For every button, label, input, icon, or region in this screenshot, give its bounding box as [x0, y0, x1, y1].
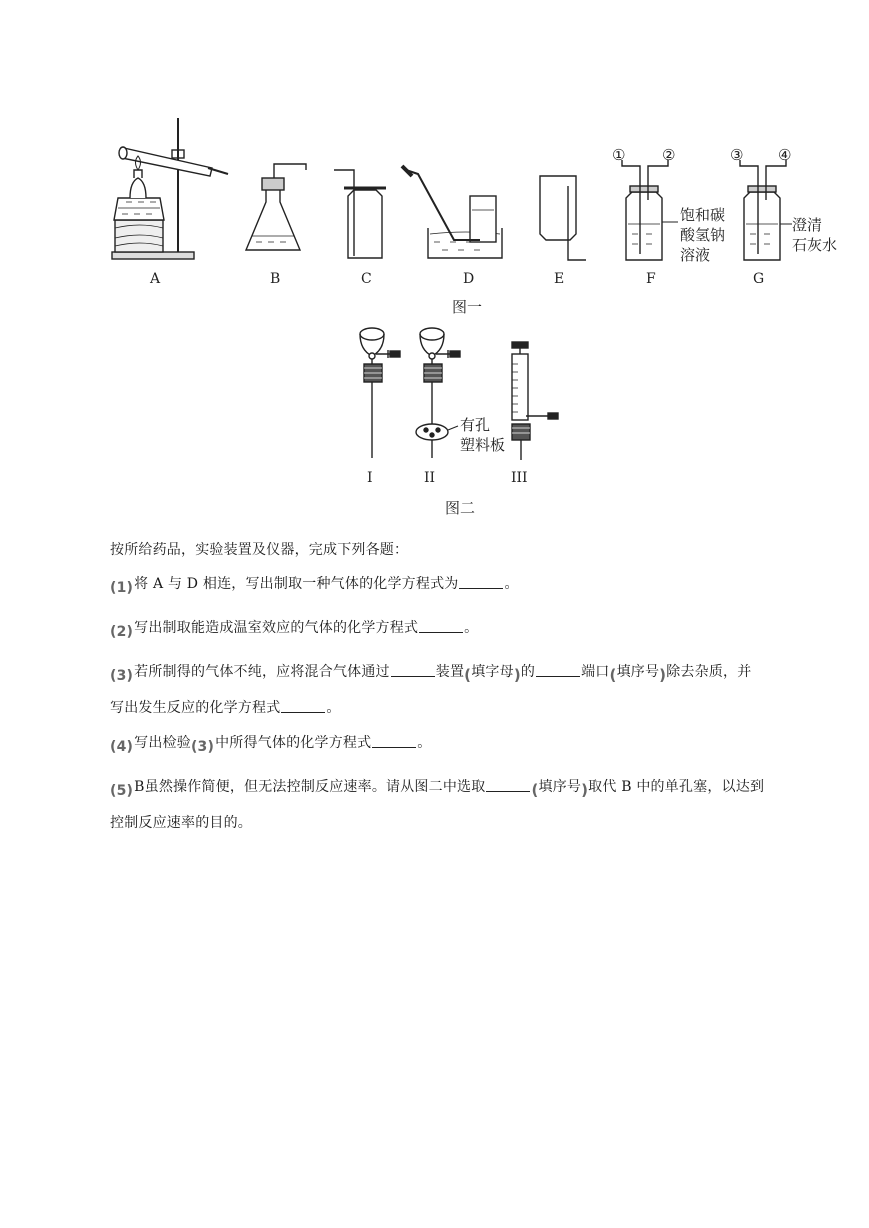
- label-b: B: [270, 271, 281, 287]
- port-4-label: ④: [778, 146, 792, 164]
- figure-one-caption: 图一: [452, 298, 483, 316]
- label-iii: III: [511, 470, 528, 486]
- answer-blank-3c[interactable]: [281, 698, 325, 713]
- question-4-ref: (3): [190, 739, 215, 755]
- answer-blank-3b[interactable]: [536, 662, 580, 677]
- apparatus-c: [334, 170, 386, 258]
- label-a: A: [150, 271, 161, 287]
- apparatus-d: [402, 166, 502, 258]
- apparatus-iii: [512, 342, 558, 460]
- question-5-line2: 控制反应速率的目的。: [110, 815, 252, 831]
- f-solution-line1: 饱和碳: [680, 206, 726, 224]
- port-1-label: ①: [612, 146, 626, 164]
- apparatus-g: [740, 160, 792, 260]
- apparatus-a: [112, 118, 228, 259]
- answer-blank-3a[interactable]: [391, 662, 435, 677]
- f-solution-line3: 溶液: [680, 246, 711, 264]
- question-2-number: (2): [110, 624, 134, 640]
- apparatus-f: [622, 160, 678, 260]
- figure-two-caption: 图二: [445, 499, 476, 517]
- question-4-number: (4): [110, 739, 134, 755]
- question-1: (1)将 A 与 D 相连，写出制取一种气体的化学方程式为 。: [110, 576, 519, 596]
- answer-blank-4[interactable]: [372, 733, 416, 748]
- label-d: D: [463, 271, 475, 287]
- apparatus-ii: [416, 328, 460, 458]
- apparatus-i: [360, 328, 400, 458]
- port-3-label: ③: [730, 146, 744, 164]
- question-4: (4)写出检验(3)中所得气体的化学方程式 。: [110, 735, 432, 755]
- answer-blank-2[interactable]: [419, 618, 463, 633]
- apparatus-e: [540, 176, 586, 260]
- question-3: (3)若所制得的气体不纯，应将混合气体通过 装置(填字母)的 端口(填序号)除去杂质，并: [110, 664, 752, 684]
- question-2: (2)写出制取能造成温室效应的气体的化学方程式 。: [110, 620, 479, 640]
- label-f: F: [646, 271, 656, 287]
- question-5-number: (5): [110, 783, 134, 799]
- question-5: (5)B虽然操作简便，但无法控制反应速率。请从图二中选取 (填序号)取代 B 中的单孔塞，以达到: [110, 779, 765, 799]
- figure-one-apparatus: [100, 110, 850, 270]
- port-2-label: ②: [662, 146, 676, 164]
- label-g: G: [753, 271, 765, 287]
- g-solution-line1: 澄清: [792, 216, 823, 234]
- label-i: I: [367, 470, 373, 486]
- question-3-number: (3): [110, 668, 134, 684]
- answer-blank-5[interactable]: [486, 777, 530, 792]
- label-c: C: [361, 271, 372, 287]
- plate-text-line1: 有孔: [460, 416, 491, 434]
- label-e: E: [554, 271, 565, 287]
- answer-blank-1[interactable]: [459, 574, 503, 589]
- g-solution-line2: 石灰水: [792, 236, 838, 254]
- label-ii: II: [424, 470, 436, 486]
- plate-text-line2: 塑料板: [460, 436, 506, 454]
- question-1-number: (1): [110, 580, 134, 596]
- apparatus-b: [246, 164, 306, 250]
- f-solution-line2: 酸氢钠: [680, 226, 726, 244]
- question-3-line2: 写出发生反应的化学方程式 。: [110, 700, 341, 716]
- question-intro: 按所给药品，实验装置及仪器，完成下列各题：: [110, 542, 409, 558]
